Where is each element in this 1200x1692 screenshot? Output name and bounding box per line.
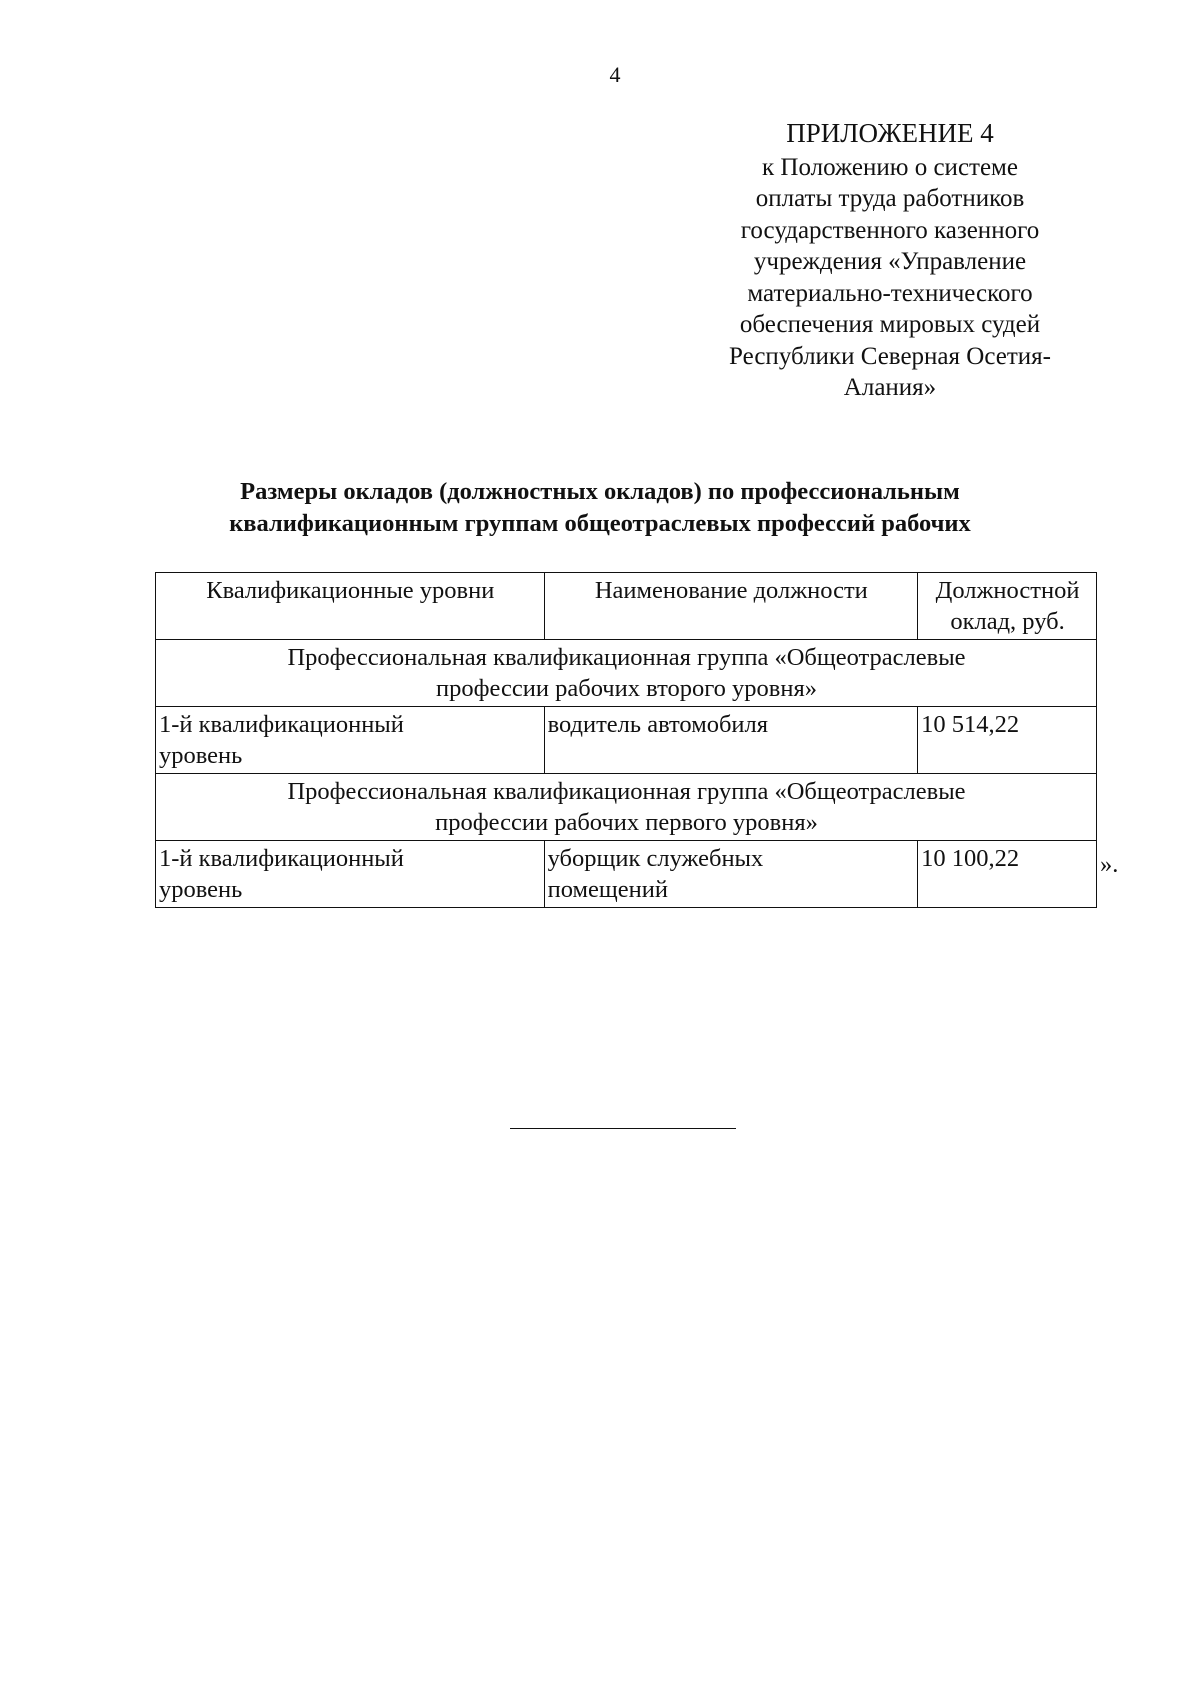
footer-divider (510, 1128, 736, 1129)
closing-quote-mark: ». (1100, 851, 1119, 878)
cell-level-line: уровень (159, 742, 243, 769)
group-title-line: профессии рабочих второго уровня» (436, 675, 817, 702)
group-title (156, 640, 1097, 707)
header-salary (918, 573, 1097, 640)
appendix-line: Республики Северная Осетия- (729, 342, 1051, 370)
header-position: Наименование должности (544, 573, 917, 640)
group-title-line: Профессиональная квалификационная группа «Общеотраслевые (287, 778, 966, 805)
cell-position-line: водитель автомобиля (547, 711, 769, 738)
table-header-row (156, 573, 1097, 640)
header-salary-line: Должностной (935, 577, 1080, 604)
group-title-line: Профессиональная квалификационная группа «Общеотраслевые (287, 644, 966, 671)
table-row (156, 707, 1097, 774)
appendix-line: Алания» (843, 374, 937, 401)
appendix-line: материально-технического (747, 279, 1033, 307)
cell-level (156, 707, 545, 774)
group-title-line: профессии рабочих первого уровня» (435, 809, 818, 836)
appendix-block (690, 118, 1090, 404)
appendix-line: обеспечения мировых судей (739, 311, 1041, 338)
appendix-line: к Положению о системе (762, 153, 1018, 181)
appendix-line: государственного казенного (740, 216, 1040, 244)
cell-level-line: 1-й квалификационный (159, 711, 404, 738)
cell-position-line: помещений (547, 876, 668, 903)
header-level: Квалификационные уровни (156, 573, 545, 640)
cell-level (156, 841, 545, 908)
appendix-line: оплаты труда работников (755, 185, 1025, 212)
group-row (156, 640, 1097, 707)
group-title (156, 774, 1097, 841)
appendix-title: ПРИЛОЖЕНИЕ 4 (786, 118, 994, 148)
cell-level-line: 1-й квалификационный (159, 845, 404, 872)
cell-position (544, 707, 917, 774)
cell-position-line: уборщик служебных (547, 845, 764, 872)
cell-salary: 10 514,22 (918, 707, 1097, 774)
header-salary-line: оклад, руб. (950, 608, 1065, 635)
cell-salary: 10 100,22 (918, 841, 1097, 908)
page-number: 4 (609, 62, 621, 87)
cell-position (544, 841, 917, 908)
cell-level-line: уровень (159, 876, 243, 903)
salary-table (155, 572, 1097, 908)
table-row (156, 841, 1097, 908)
heading-line: Размеры окладов (должностных окладов) по профессиональным (240, 478, 960, 505)
appendix-line: учреждения «Управление (753, 248, 1027, 275)
heading-line: квалификационным группам общеотраслевых профессий рабочих (229, 510, 971, 537)
document-heading (140, 476, 1060, 540)
group-row (156, 774, 1097, 841)
